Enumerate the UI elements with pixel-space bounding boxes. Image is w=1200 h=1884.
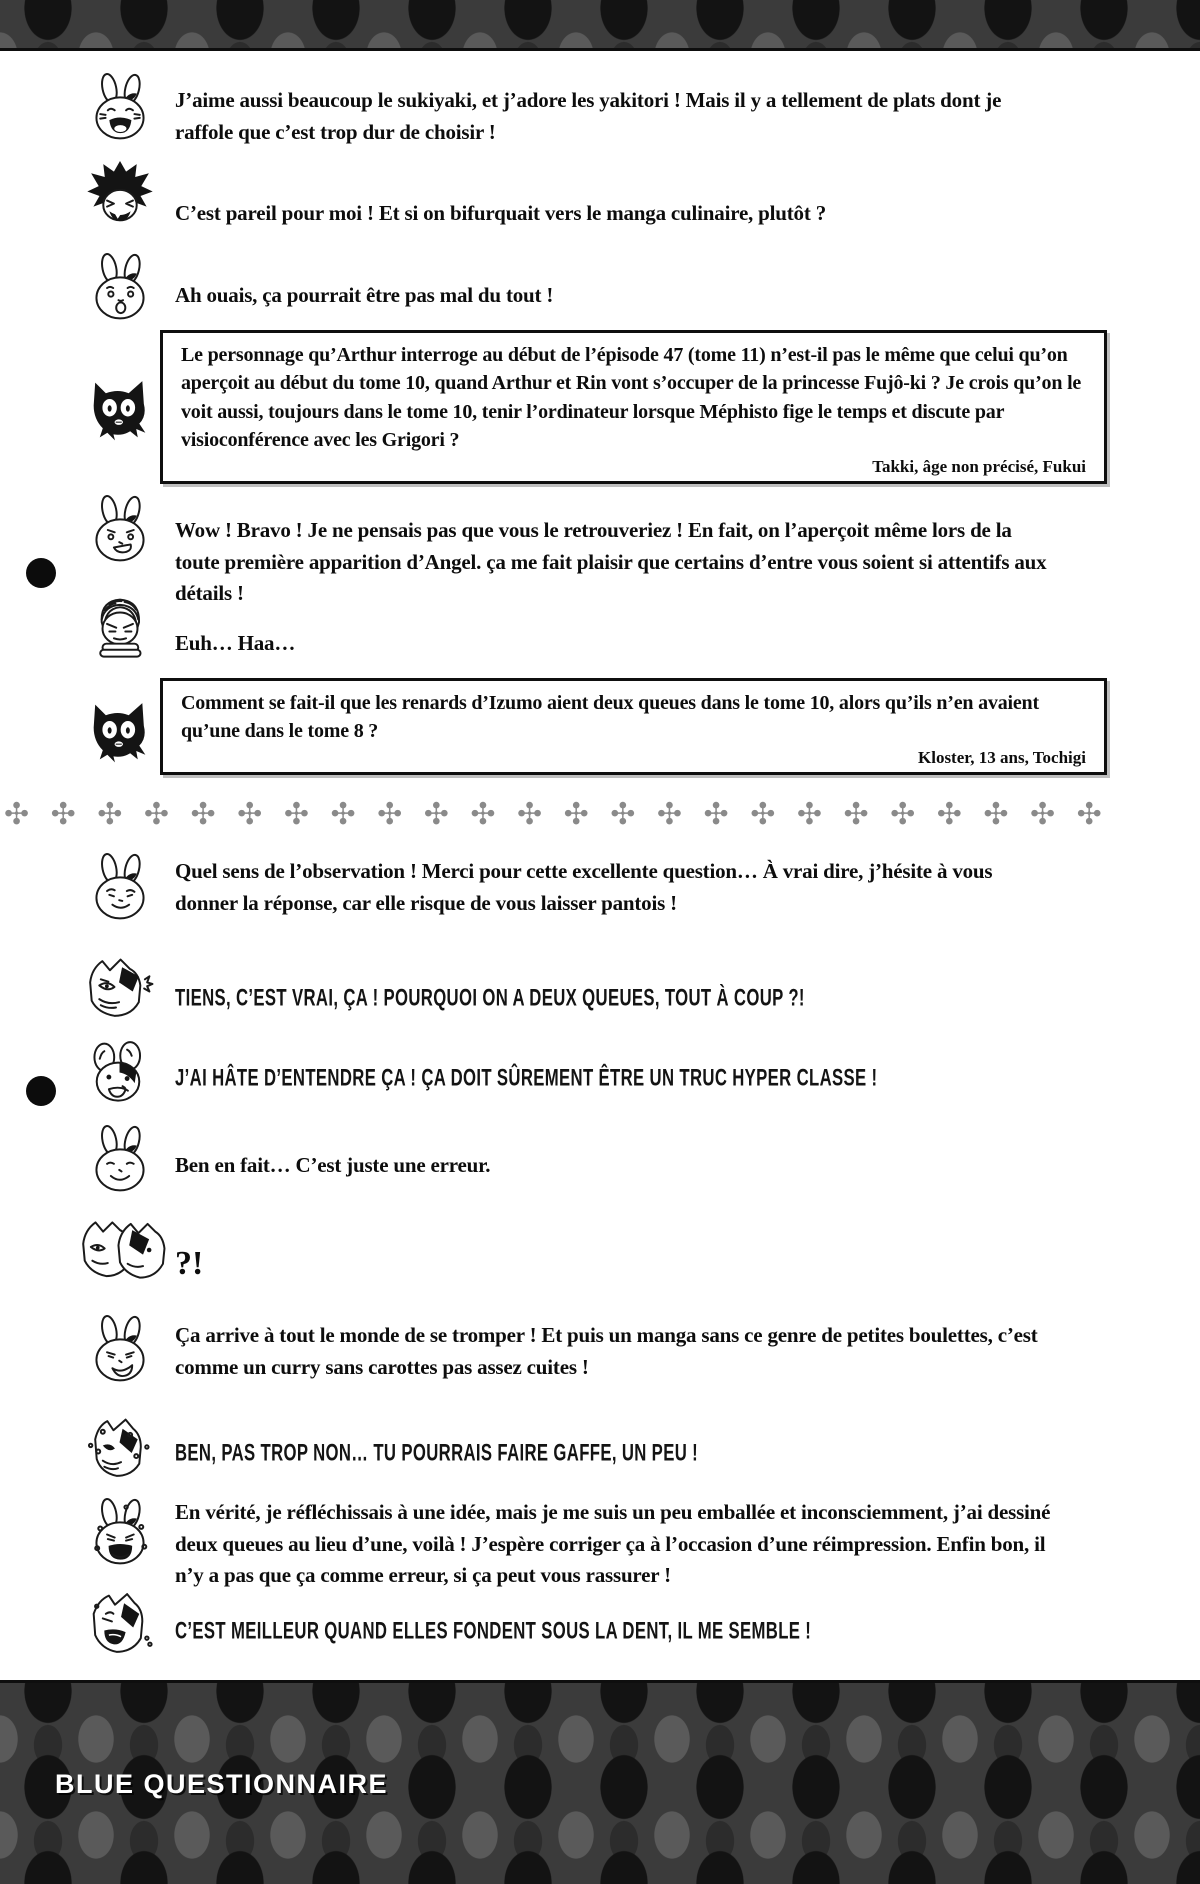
rin-grinning-icon [82,158,158,234]
dialog-text: C’EST MEILLEUR QUAND ELLES FONDENT SOUS LA DENT, IL ME SEMBLE ! [175,1617,812,1645]
question-attribution: Kloster, 13 ans, Tochigi [918,747,1086,767]
dialog-text: Wow ! Bravo ! Je ne pensais pas que vous le retrouveriez ! En fait, on l’aperçoit même lors de la toute première apparition d’Angel. ça me fait plaisir que certains d’entre vous soient si attentifs aux détails ! [175,518,1047,605]
reader-question-box [160,330,1107,484]
cross-glyph-divider: ✣✣✣✣✣✣✣✣✣✣✣✣✣✣✣✣✣✣✣✣✣✣✣✣ [4,797,1124,832]
rabbit-smiling-icon [82,1122,158,1198]
question-attribution: Takki, âge non précisé, Fukui [872,456,1086,476]
registration-dot [26,1076,56,1106]
bottom-damask-band [0,1680,1200,1884]
dialog-text: BEN, PAS TROP NON… TU POURRAIS FAIRE GAFFE, UN PEU ! [175,1439,699,1467]
dialog-text: J’aime aussi beaucoup le sukiyaki, et j’adore les yakitori ! Mais il y a tellement de plats dont je raffole que c’est trop dur de choisir ! [175,88,1002,144]
rabbit-smirking-icon [82,1312,158,1388]
dialog-text: J’AI HÂTE D’ENTENDRE ÇA ! ÇA DOIT SÛREMENT ÊTRE UN TRUC HYPER CLASSE ! [175,1064,878,1092]
dialog-text: Euh… Haa… [175,631,296,655]
top-damask-band [0,0,1200,51]
registration-dot [26,558,56,588]
fox-sweating-icon [80,1412,156,1488]
fox-startled-icon [78,952,154,1028]
fox-excited-icon [80,1036,156,1112]
dialog-text: En vérité, je réfléchissais à une idée, mais je me suis un peu emballée et inconsciemment, j’ai dessiné deux queues au lieu d’une, voilà ! J’espère corriger ça à l’occasion d’une réimpression. Enfin bon, il n’y a pas que ça comme erreur, si ça peut vous rassurer ! [175,1500,1051,1587]
page-title: BLUE QUESTIONNAIRE [55,1769,389,1799]
rabbit-surprised-icon [82,250,158,326]
dialog-text: Ah ouais, ça pourrait être pas mal du tout ! [175,283,554,307]
reader-question-box [160,678,1107,775]
dialog-text: TIENS, C’EST VRAI, ÇA ! POURQUOI ON A DEUX QUEUES, TOUT À COUP ?! [175,984,805,1012]
question-text: Le personnage qu’Arthur interroge au début de l’épisode 47 (tome 11) n’est-il pas le même que celui qu’on aperçoit au début du tome 10, quand Arthur et Rin vont s’occuper de la princesse Fujô-ki ? Je crois qu’on le voit aussi, toujours dans le tome 10, tenir l’ordinateur lorsque Méphisto fige le temps et discute par visioconférence avec les Grigori ? [181,344,1082,452]
fox-shouting-icon [80,1588,156,1664]
question-text: Comment se fait-il que les renards d’Izumo aient deux queues dans le tome 10, alors qu’ils n’en avaient qu’une dans le tome 8 ? [181,692,1039,743]
two-foxes-icon [74,1210,166,1290]
black-cat-icon [80,372,156,448]
rabbit-wink-icon [82,850,158,926]
dialog-text: Ça arrive à tout le monde de se tromper ! Et puis un manga sans ce genre de petites boulettes, c’est comme un curry sans carottes pas assez cuites ! [175,1323,1038,1379]
rabbit-talking-icon [82,492,158,568]
dialog-text: C’est pareil pour moi ! Et si on bifurquait vers le manga culinaire, plutôt ? [175,201,826,225]
dialog-text: Quel sens de l’observation ! Merci pour cette excellente question… À vrai dire, j’hésite à vous donner la réponse, car elle risque de vous laisser pantois ! [175,859,993,915]
dialog-text: ?! [175,1245,204,1282]
dialog-text: Ben en fait… C’est juste une erreur. [175,1153,491,1177]
black-cat-icon [80,694,156,770]
scarf-man-icon [82,592,158,668]
rabbit-crying-icon [82,1495,158,1571]
rabbit-laughing-icon [82,70,158,146]
